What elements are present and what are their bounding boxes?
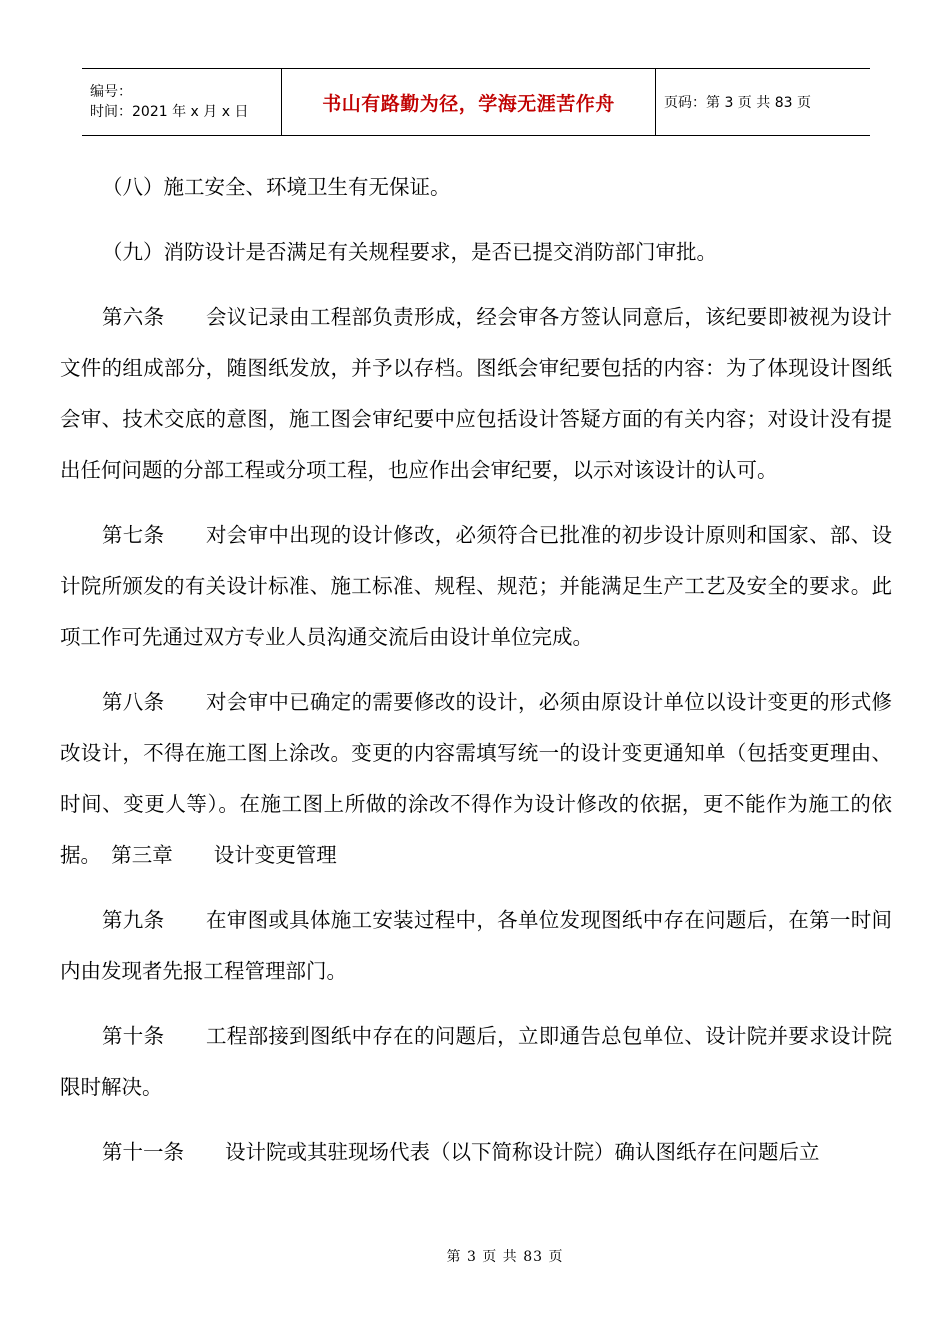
article-9: 第九条 在审图或具体施工安装过程中，各单位发现图纸中存在问题后，在第一时间内由发现者先报工程管理部门。 (60, 908, 892, 983)
document-body (60, 162, 892, 1178)
article-10: 第十条 工程部接到图纸中存在的问题后，立即通告总包单位、设计院并要求设计院限时解决。 (60, 1024, 892, 1099)
header-page-info-cell (656, 69, 870, 135)
page-footer (0, 1246, 950, 1266)
document-date: 时间：2021 年 x 月 x 日 (90, 104, 249, 120)
page-header (82, 68, 870, 136)
header-motto: 书山有路勤为径，学海无涯苦作舟 (322, 92, 615, 115)
header-meta (82, 69, 282, 135)
header-motto-cell (282, 69, 656, 135)
document-number-label: 编号： (90, 84, 132, 100)
clause-item-9: （九）消防设计是否满足有关规程要求，是否已提交消防部门审批。 (102, 240, 717, 264)
clause-item-8: （八）施工安全、环境卫生有无保证。 (102, 175, 451, 199)
footer-page-number: 第 3 页 共 83 页 (446, 1249, 564, 1265)
article-8: 第八条 对会审中已确定的需要修改的设计，必须由原设计单位以设计变更的形式修改设计，不得在施工图上涂改。变更的内容需填写统一的设计变更通知单（包括变更理由、时间、变更人等）。在施工图上所做的涂改不得作为设计修改的依据，更不能作为施工的依据。 第三章 设计变更管理 (60, 690, 892, 867)
article-7: 第七条 对会审中出现的设计修改，必须符合已批准的初步设计原则和国家、部、设计院所颁发的有关设计标准、施工标准、规程、规范；并能满足生产工艺及安全的要求。此项工作可先通过双方专业人员沟通交流后由设计单位完成。 (60, 523, 892, 649)
article-11: 第十一条 设计院或其驻现场代表（以下简称设计院）确认图纸存在问题后立 (102, 1140, 820, 1164)
article-6: 第六条 会议记录由工程部负责形成，经会审各方签认同意后，该纪要即被视为设计文件的组成部分，随图纸发放，并予以存档。图纸会审纪要包括的内容：为了体现设计图纸会审、技术交底的意图，施工图会审纪要中应包括设计答疑方面的有关内容；对设计没有提出任何问题的分部工程或分项工程，也应作出会审纪要，以示对该设计的认可。 (60, 305, 892, 482)
header-page-info: 页码：第 3 页 共 83 页 (664, 95, 811, 111)
